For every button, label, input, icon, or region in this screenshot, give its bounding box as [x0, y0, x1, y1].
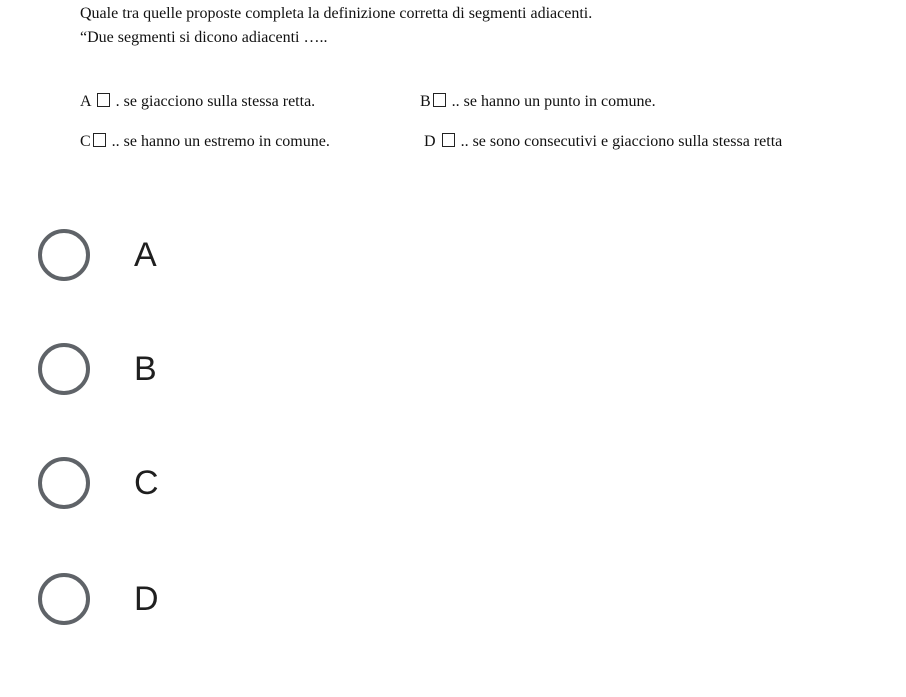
- choice-b[interactable]: [38, 343, 338, 403]
- choice-label-a: A: [134, 236, 157, 274]
- choice-label-c: C: [134, 464, 159, 502]
- option-letter-d: D: [424, 133, 436, 150]
- option-letter-b: B: [420, 93, 431, 110]
- option-text-a: [80, 92, 315, 112]
- option-description-a: . se giacciono sulla stessa retta.: [115, 93, 316, 110]
- option-description-b: .. se hanno un punto in comune.: [451, 93, 656, 110]
- question-prompt: “Due segmenti si dicono adiacenti …..: [80, 29, 328, 46]
- choice-label-b: B: [134, 350, 157, 388]
- question-title: Quale tra quelle proposte completa la definizione corretta di segmenti adiacenti.: [80, 5, 593, 22]
- radio-button-a[interactable]: [38, 229, 90, 281]
- radio-button-d[interactable]: [38, 573, 90, 625]
- choice-c[interactable]: [38, 457, 338, 517]
- checkbox-icon: [442, 133, 455, 147]
- checkbox-icon: [433, 93, 446, 107]
- option-description-d: .. se sono consecutivi e giacciono sulla stessa retta: [460, 133, 783, 150]
- option-letter-a: A: [80, 93, 91, 110]
- radio-button-c[interactable]: [38, 457, 90, 509]
- option-letter-c: C: [80, 133, 91, 150]
- choice-a[interactable]: [38, 229, 338, 289]
- checkbox-icon: [93, 133, 106, 147]
- checkbox-icon: [97, 93, 110, 107]
- option-text-d: [424, 132, 782, 152]
- choice-d[interactable]: [38, 573, 338, 633]
- choice-label-d: D: [134, 580, 159, 618]
- option-text-c: [80, 132, 330, 152]
- radio-button-b[interactable]: [38, 343, 90, 395]
- option-text-b: [420, 92, 656, 112]
- option-description-c: .. se hanno un estremo in comune.: [111, 133, 330, 150]
